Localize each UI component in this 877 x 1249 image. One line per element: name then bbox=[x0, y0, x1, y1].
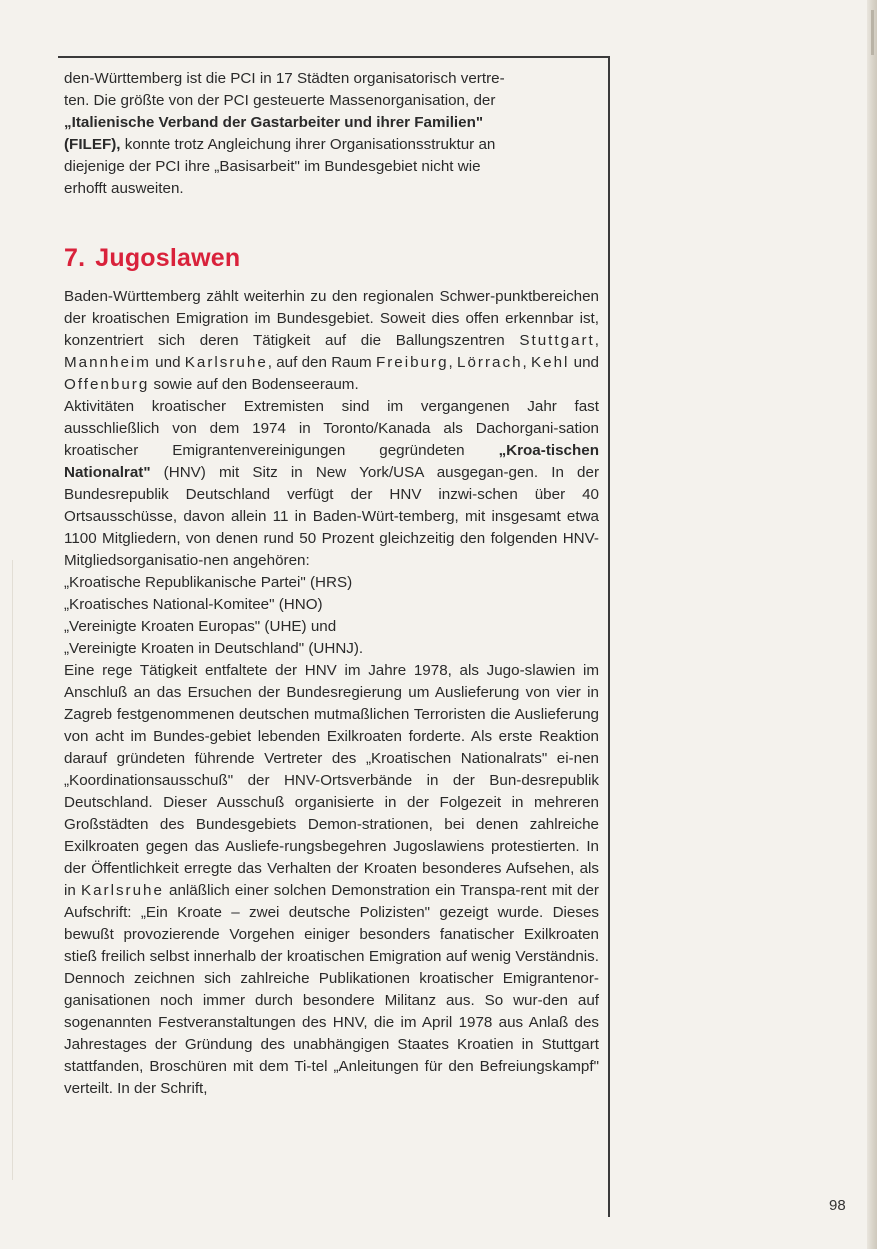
paragraph-activity bbox=[64, 660, 599, 1100]
text-run: Eine rege Tätigkeit entfaltete der HNV im Jahre 1978, als Jugo-slawien im Anschluß an das Ersuchen der Bundesregierung um Auslieferung von vier in Zagreb festgenommenen deutschen mutmaßlichen Terroristen die Auslieferung von acht im Bundes-gebiet lebenden Exilkroaten forderte. Als erste Reaktion darauf gründeten führende Vertreter des „Kroatischen Nationalrats" ei-nen „Koordinationsausschuß" der HNV-Ortsverbände in der Bun-desrepublik Deutschland. Dieser Ausschuß organisierte in der Folgezeit in mehreren Großstädten des Bundesgebiets Demon-strationen, bei denen zahlreiche Exilkroaten gegen das Ausliefe-rungsbegehren Jugoslawiens protestierten. In der Öffentlichkeit erregte das Verhalten der Kroaten besonderes Aufsehen, als in bbox=[64, 662, 599, 899]
page-number: 98 bbox=[829, 1197, 846, 1214]
city-karlsruhe: Karlsruhe bbox=[184, 354, 268, 371]
text-run: Aktivitäten kroatischer Extremisten sind im vergangenen Jahr fast ausschließlich von dem 1974 in Toronto/Kanada als Dachorgani-sation kroatischer Emigrantenvereinigungen gegründeten bbox=[64, 398, 599, 459]
intro-paragraph bbox=[64, 68, 599, 200]
text-run: , auf den Raum bbox=[267, 354, 376, 371]
intro-line: ten. Die größte von der PCI gesteuerte Massenorganisation, der bbox=[64, 92, 496, 109]
page-edge bbox=[867, 0, 877, 1249]
paragraph-regional bbox=[64, 286, 599, 396]
city-offenburg: Offenburg bbox=[64, 376, 150, 393]
body-text bbox=[64, 286, 599, 1100]
spine-mark bbox=[871, 10, 874, 55]
org-list-item: „Vereinigte Kroaten Europas" (UHE) und bbox=[64, 618, 337, 635]
section-title: Jugoslawen bbox=[95, 244, 241, 272]
section-number: 7. bbox=[64, 244, 86, 272]
city-karlsruhe: Karlsruhe bbox=[80, 882, 164, 899]
intro-line-rest: konnte trotz Angleichung ihrer Organisationsstruktur an bbox=[120, 136, 496, 153]
city-loerrach: Lörrach bbox=[457, 354, 523, 371]
org-list-item: „Kroatisches National-Komitee" (HNO) bbox=[64, 596, 323, 613]
city-mannheim: Mannheim bbox=[64, 354, 151, 371]
text-run: anläßlich einer solchen Demonstration ein Transpa-rent mit der Aufschrift: „Ein Kroate – zwei deutsche Polizisten" gezeigt wurde. Dieses bewußt provozierende Vorgehen einiger besonders fanatischer Exilkroaten stieß freilich selbst innerhalb der kroatischen Emigration auf wenig Verständnis. Dennoch zeichnen sich zahlreiche Publikationen kroatischer Emigrantenor-ganisationen noch immer durch besondere Militanz aus. So wur-den auf sogenannten Festveranstaltungen des HNV, die im April 1978 aus Anlaß des Jahrestages der Gründung des unabhängigen Staates Kroatien in Stuttgart stattfanden, Broschüren mit dem Ti-tel „Anleitungen für den Befreiungskampf" verteilt. In der Schrift, bbox=[64, 882, 599, 1097]
city-freiburg: Freiburg bbox=[375, 354, 449, 371]
paragraph-hnv bbox=[64, 396, 599, 572]
text-run: sowie auf den Bodenseeraum. bbox=[149, 376, 359, 393]
text-run: , bbox=[594, 332, 599, 349]
text-run: Baden-Württemberg zählt weiterhin zu den regionalen Schwer-punktbereichen der kroatischen Emigration im Bundesgebiet. Soweit dies offen erkennbar ist, konzentriert sich deren Tätigkeit auf die Ballungszentren bbox=[64, 288, 599, 349]
section-heading bbox=[64, 244, 240, 273]
city-stuttgart: Stuttgart bbox=[519, 332, 595, 349]
org-list-item: „Kroatische Republikanische Partei" (HRS) bbox=[64, 574, 353, 591]
org-list-item: „Vereinigte Kroaten in Deutschland" (UHNJ). bbox=[64, 640, 364, 657]
top-rule bbox=[58, 56, 610, 58]
text-run: , bbox=[448, 354, 458, 371]
hnv-bold-name: „Kroa-tischen Nationalrat" bbox=[64, 442, 599, 481]
text-run: und bbox=[569, 354, 599, 371]
column-rule bbox=[608, 57, 610, 1217]
intro-line: den-Württemberg ist die PCI in 17 Städten organisatorisch vertre- bbox=[64, 70, 505, 87]
text-run: und bbox=[150, 354, 185, 371]
filef-bold: (FILEF), bbox=[64, 136, 121, 153]
intro-line bbox=[64, 134, 599, 156]
intro-line: diejenige der PCI ihre „Basisarbeit" im Bundesgebiet nicht wie bbox=[64, 158, 481, 175]
text-run: (HNV) mit Sitz in New York/USA ausgegan-gen. In der Bundesrepublik Deutschland verfügt der HNV inzwi-schen über 40 Ortsausschüsse, davon allein 11 in Baden-Würt-temberg, mit insgesamt etwa 1100 Mitgliedern, von denen rund 50 Prozent gleichzeitig den folgenden HNV-Mitgliedsorganisatio-nen angehören: bbox=[64, 464, 599, 569]
city-kehl: Kehl bbox=[531, 354, 570, 371]
intro-line: „Italienische Verband der Gastarbeiter und ihrer Familien" bbox=[64, 114, 484, 131]
text-run: , bbox=[522, 354, 531, 371]
intro-line: erhofft ausweiten. bbox=[64, 180, 184, 197]
page-shadow-line bbox=[12, 560, 13, 1180]
